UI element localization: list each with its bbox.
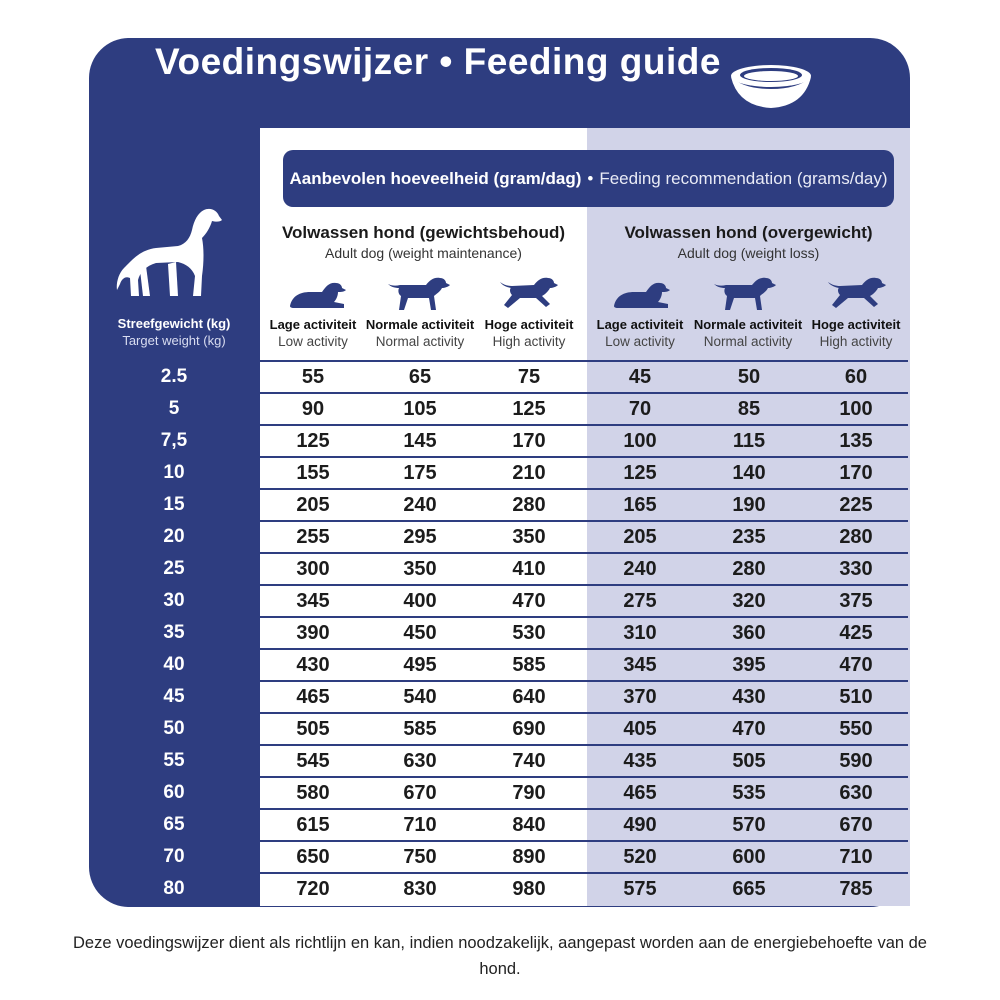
activity-label-high — [470, 316, 588, 351]
grams-cell: 275 — [623, 590, 657, 612]
grams-cell: 710 — [839, 846, 873, 868]
grams-cell: 100 — [623, 430, 657, 452]
table-row — [89, 841, 910, 873]
table-row — [89, 617, 910, 649]
grams-cell: 690 — [512, 718, 546, 740]
grams-cell: 255 — [296, 526, 330, 548]
activity-en: Normal activity — [703, 334, 793, 349]
target-weight-cell: 50 — [163, 718, 185, 739]
grams-cell: 240 — [623, 558, 657, 580]
grams-cell: 345 — [623, 654, 657, 676]
target-weight-cell: 55 — [163, 750, 185, 771]
grams-cell: 425 — [839, 622, 873, 644]
table-row — [89, 649, 910, 681]
lying-dog-icon — [286, 280, 348, 310]
grams-cell: 400 — [403, 590, 437, 612]
table-row — [89, 361, 910, 393]
food-bowl-icon — [728, 62, 814, 112]
grams-cell: 430 — [732, 686, 766, 708]
grams-cell: 310 — [623, 622, 657, 644]
grams-cell: 390 — [296, 622, 330, 644]
table-row — [89, 425, 910, 457]
grams-cell: 410 — [512, 558, 546, 580]
activity-en: High activity — [492, 334, 566, 349]
grams-cell: 790 — [512, 782, 546, 804]
grams-cell: 840 — [512, 814, 546, 836]
page-title: Voedingswijzer • Feeding guide — [155, 41, 721, 82]
group-heading-nl: Volwassen hond (overgewicht) — [624, 223, 873, 242]
grams-cell: 70 — [628, 398, 652, 420]
activity-nl: Hoge activiteit — [484, 317, 574, 332]
grams-cell: 585 — [512, 654, 546, 676]
grams-cell: 430 — [296, 654, 330, 676]
activity-nl: Lage activiteit — [596, 317, 684, 332]
target-weight-cell: 20 — [163, 526, 185, 547]
target-weight-cell: 60 — [163, 782, 185, 803]
target-weight-cell: 10 — [163, 462, 185, 483]
grams-cell: 395 — [732, 654, 766, 676]
recommendation-separator: • — [587, 168, 594, 188]
target-weight-cell: 40 — [163, 654, 185, 675]
grams-cell: 170 — [839, 462, 873, 484]
grams-cell: 670 — [403, 782, 437, 804]
group-heading-maintenance — [260, 222, 587, 262]
grams-cell: 640 — [512, 686, 546, 708]
recommendation-banner — [283, 150, 894, 207]
grams-cell: 590 — [839, 750, 873, 772]
table-row — [89, 489, 910, 521]
grams-cell: 615 — [296, 814, 330, 836]
target-weight-cell: 5 — [168, 398, 180, 419]
group-heading-weight-loss — [587, 222, 910, 262]
grams-cell: 280 — [512, 494, 546, 516]
grams-cell: 710 — [403, 814, 437, 836]
target-weight-cell: 15 — [163, 494, 185, 515]
target-weight-cell: 25 — [163, 558, 185, 579]
grams-cell: 575 — [623, 878, 657, 900]
grams-cell: 125 — [296, 430, 330, 452]
grams-cell: 350 — [512, 526, 546, 548]
activity-label-high — [797, 316, 915, 351]
running-dog-icon — [826, 276, 888, 312]
grams-cell: 665 — [732, 878, 766, 900]
grams-cell: 360 — [732, 622, 766, 644]
grams-cell: 210 — [512, 462, 546, 484]
running-dog-icon — [498, 276, 560, 312]
recommendation-nl: Aanbevolen hoeveelheid (gram/dag) — [289, 168, 582, 188]
grams-cell: 785 — [839, 878, 873, 900]
table-row — [89, 393, 910, 425]
activity-label-normal — [689, 316, 807, 351]
grams-cell: 140 — [732, 462, 766, 484]
grams-cell: 165 — [623, 494, 657, 516]
walking-dog-icon — [386, 276, 452, 312]
activity-nl: Normale activiteit — [365, 317, 475, 332]
table-row — [89, 873, 910, 905]
grams-cell: 580 — [296, 782, 330, 804]
grams-cell: 320 — [732, 590, 766, 612]
grams-cell: 235 — [732, 526, 766, 548]
grams-cell: 550 — [839, 718, 873, 740]
activity-en: Normal activity — [375, 334, 465, 349]
group-heading-en: Adult dog (weight maintenance) — [325, 245, 522, 261]
grams-cell: 495 — [403, 654, 437, 676]
grams-cell: 450 — [403, 622, 437, 644]
grams-cell: 225 — [839, 494, 873, 516]
activity-label-low — [581, 316, 699, 351]
activity-nl: Normale activiteit — [693, 317, 803, 332]
target-weight-nl: Streefgewicht (kg) — [117, 316, 231, 331]
grams-cell: 585 — [403, 718, 437, 740]
grams-cell: 300 — [296, 558, 330, 580]
grams-cell: 600 — [732, 846, 766, 868]
grams-cell: 540 — [403, 686, 437, 708]
grams-cell: 45 — [628, 366, 652, 388]
grams-cell: 505 — [296, 718, 330, 740]
target-weight-cell: 45 — [163, 686, 185, 707]
activity-en: High activity — [819, 334, 893, 349]
grams-cell: 890 — [512, 846, 546, 868]
group-heading-en: Adult dog (weight loss) — [677, 245, 820, 261]
grams-cell: 280 — [732, 558, 766, 580]
walking-dog-icon — [712, 276, 778, 312]
grams-cell: 630 — [403, 750, 437, 772]
grams-cell: 465 — [623, 782, 657, 804]
grams-cell: 100 — [839, 398, 873, 420]
grams-cell: 155 — [296, 462, 330, 484]
grams-cell: 545 — [296, 750, 330, 772]
grams-cell: 435 — [623, 750, 657, 772]
target-weight-label — [89, 315, 259, 349]
table-row — [89, 521, 910, 553]
table-row — [89, 681, 910, 713]
target-weight-cell: 70 — [163, 846, 185, 867]
grams-cell: 470 — [732, 718, 766, 740]
activity-en: Low activity — [278, 334, 348, 349]
grams-cell: 370 — [623, 686, 657, 708]
activity-label-normal — [361, 316, 479, 351]
grams-cell: 170 — [512, 430, 546, 452]
table-row — [89, 777, 910, 809]
grams-cell: 375 — [839, 590, 873, 612]
grams-cell: 330 — [839, 558, 873, 580]
grams-cell: 90 — [301, 398, 325, 420]
grams-cell: 570 — [732, 814, 766, 836]
grams-cell: 470 — [512, 590, 546, 612]
grams-cell: 50 — [737, 366, 761, 388]
recommendation-en: Feeding recommendation (grams/day) — [599, 168, 888, 188]
grams-cell: 60 — [844, 366, 868, 388]
grams-cell: 345 — [296, 590, 330, 612]
table-row — [89, 745, 910, 777]
target-weight-cell: 30 — [163, 590, 185, 611]
grams-cell: 205 — [623, 526, 657, 548]
grams-cell: 205 — [296, 494, 330, 516]
grams-cell: 740 — [512, 750, 546, 772]
grams-cell: 65 — [408, 366, 432, 388]
target-weight-cell: 65 — [163, 814, 185, 835]
grams-cell: 55 — [301, 366, 325, 388]
grams-cell: 510 — [839, 686, 873, 708]
grams-cell: 470 — [839, 654, 873, 676]
grams-cell: 115 — [732, 430, 766, 452]
table-row — [89, 457, 910, 489]
table-row — [89, 809, 910, 841]
grams-cell: 670 — [839, 814, 873, 836]
grams-cell: 145 — [403, 430, 437, 452]
footnote: Deze voedingswijzer dient als richtlijn en kan, indien noodzakelijk, aangepast worden aan de energiebehoefte van de hond. — [73, 934, 927, 978]
target-weight-cell: 2.5 — [160, 366, 188, 387]
table-row — [89, 713, 910, 745]
grams-cell: 750 — [403, 846, 437, 868]
target-weight-cell: 7,5 — [160, 430, 188, 451]
target-weight-cell: 80 — [163, 878, 185, 899]
grams-cell: 125 — [512, 398, 546, 420]
sitting-dog-icon — [116, 206, 224, 298]
grams-cell: 75 — [517, 366, 541, 388]
grams-cell: 465 — [296, 686, 330, 708]
grams-cell: 530 — [512, 622, 546, 644]
grams-cell: 85 — [737, 398, 761, 420]
grams-cell: 280 — [839, 526, 873, 548]
grams-cell: 190 — [732, 494, 766, 516]
target-weight-cell: 35 — [163, 622, 185, 643]
grams-cell: 650 — [296, 846, 330, 868]
grams-cell: 105 — [403, 398, 437, 420]
target-weight-en: Target weight (kg) — [122, 333, 226, 348]
grams-cell: 350 — [403, 558, 437, 580]
grams-cell: 295 — [403, 526, 437, 548]
grams-cell: 720 — [296, 878, 330, 900]
grams-cell: 240 — [403, 494, 437, 516]
activity-en: Low activity — [605, 334, 675, 349]
table-row — [89, 553, 910, 585]
grams-cell: 830 — [403, 878, 437, 900]
grams-cell: 520 — [623, 846, 657, 868]
activity-nl: Hoge activiteit — [811, 317, 901, 332]
grams-cell: 980 — [512, 878, 546, 900]
table-row — [89, 585, 910, 617]
grams-cell: 405 — [623, 718, 657, 740]
grams-cell: 535 — [732, 782, 766, 804]
activity-nl: Lage activiteit — [269, 317, 357, 332]
grams-cell: 505 — [732, 750, 766, 772]
group-heading-nl: Volwassen hond (gewichtsbehoud) — [281, 223, 566, 242]
grams-cell: 490 — [623, 814, 657, 836]
lying-dog-icon — [610, 280, 672, 310]
activity-label-low — [254, 316, 372, 351]
grams-cell: 135 — [839, 430, 873, 452]
grams-cell: 630 — [839, 782, 873, 804]
grams-cell: 125 — [623, 462, 657, 484]
grams-cell: 175 — [403, 462, 437, 484]
